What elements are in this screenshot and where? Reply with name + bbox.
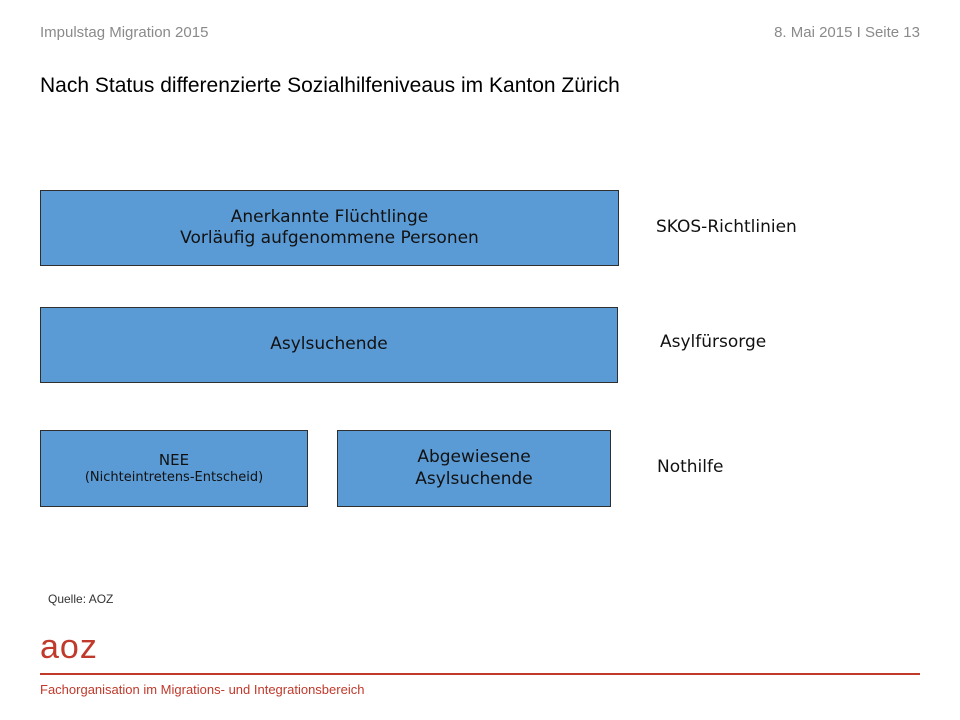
box-rejected-line2: Asylsuchende [415,468,533,489]
source-note: Quelle: AOZ [48,592,114,606]
footer-divider [40,673,920,675]
level-skos-richtlinien: SKOS-Richtlinien [656,217,797,237]
box-asylum-seekers [40,307,618,383]
box-nee-line2: (Nichteintretens-Entscheid) [84,469,264,485]
header-event: Impulstag Migration 2015 [40,24,209,41]
box-recognized-refugees [40,190,619,266]
level-asylfuersorge: Asylfürsorge [660,332,767,352]
box-asylum-seekers-label: Asylsuchende [270,334,388,355]
box-nee-line1: NEE [158,451,190,469]
header-date-page: 8. Mai 2015 I Seite 13 [774,24,920,41]
level-nothilfe: Nothilfe [657,457,724,477]
aoz-logo: aoz [40,628,98,666]
page-title: Nach Status differenzierte Sozialhilfeniveaus im Kanton Zürich [40,74,620,97]
box-recognized-refugees-line1: Anerkannte Flüchtlinge [230,206,429,227]
box-recognized-refugees-line2: Vorläufig aufgenommene Personen [180,228,479,248]
box-nee [40,430,308,507]
footer-organization: Fachorganisation im Migrations- und Integrationsbereich [40,682,365,697]
box-rejected-asylum-seekers [337,430,611,507]
box-rejected-line1: Abgewiesene [417,447,531,468]
